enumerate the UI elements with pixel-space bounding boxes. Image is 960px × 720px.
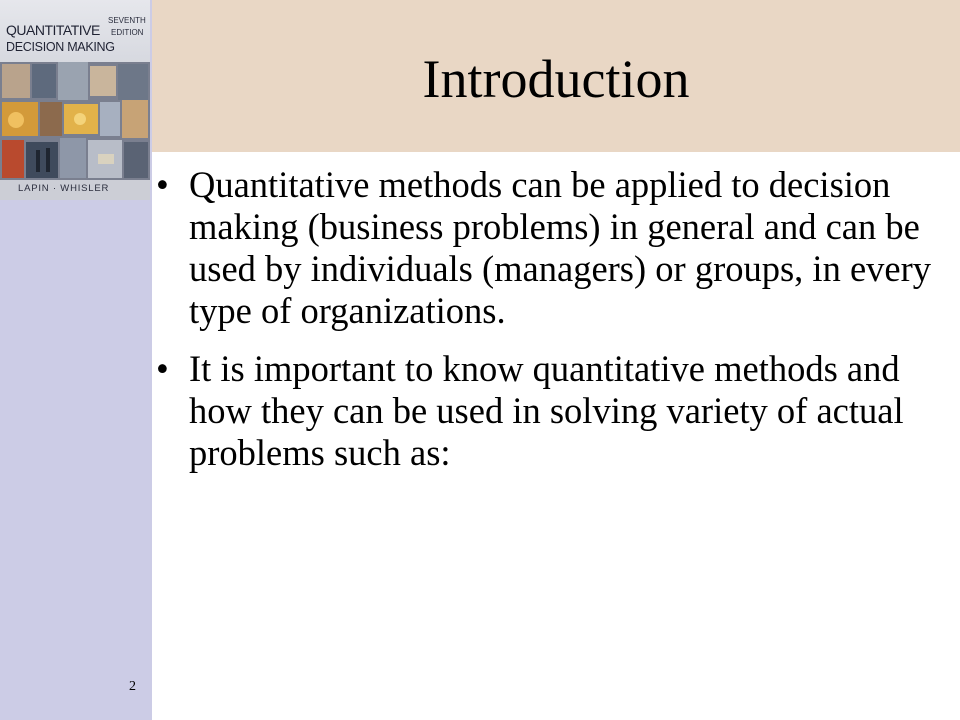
slide-number: 2 [129,679,136,694]
cover-edition-line-2: EDITION [111,28,144,37]
cover-authors: LAPIN · WHISLER [18,183,110,194]
slide-title: Introduction [422,49,690,109]
bullet-item [152,348,952,474]
cover-title-line-1: QUANTITATIVE [6,22,100,38]
bullet-text: It is important to know quantitative methods and how they can be used in solving variety of actual problems such as: [189,348,904,473]
bullet-marker: • [156,348,169,389]
bullet-text: Quantitative methods can be applied to decision making (business problems) in general and can be used by individuals (managers) or groups, in every type of organizations. [189,164,931,331]
bullet-item [152,164,952,332]
bullet-marker: • [156,164,169,205]
cover-title-line-2: DECISION MAKING [6,40,115,54]
cover-photo-collage [0,62,150,180]
cover-edition-line-1: SEVENTH [108,16,146,25]
book-cover-image [0,0,150,200]
bullet-list [152,164,952,490]
